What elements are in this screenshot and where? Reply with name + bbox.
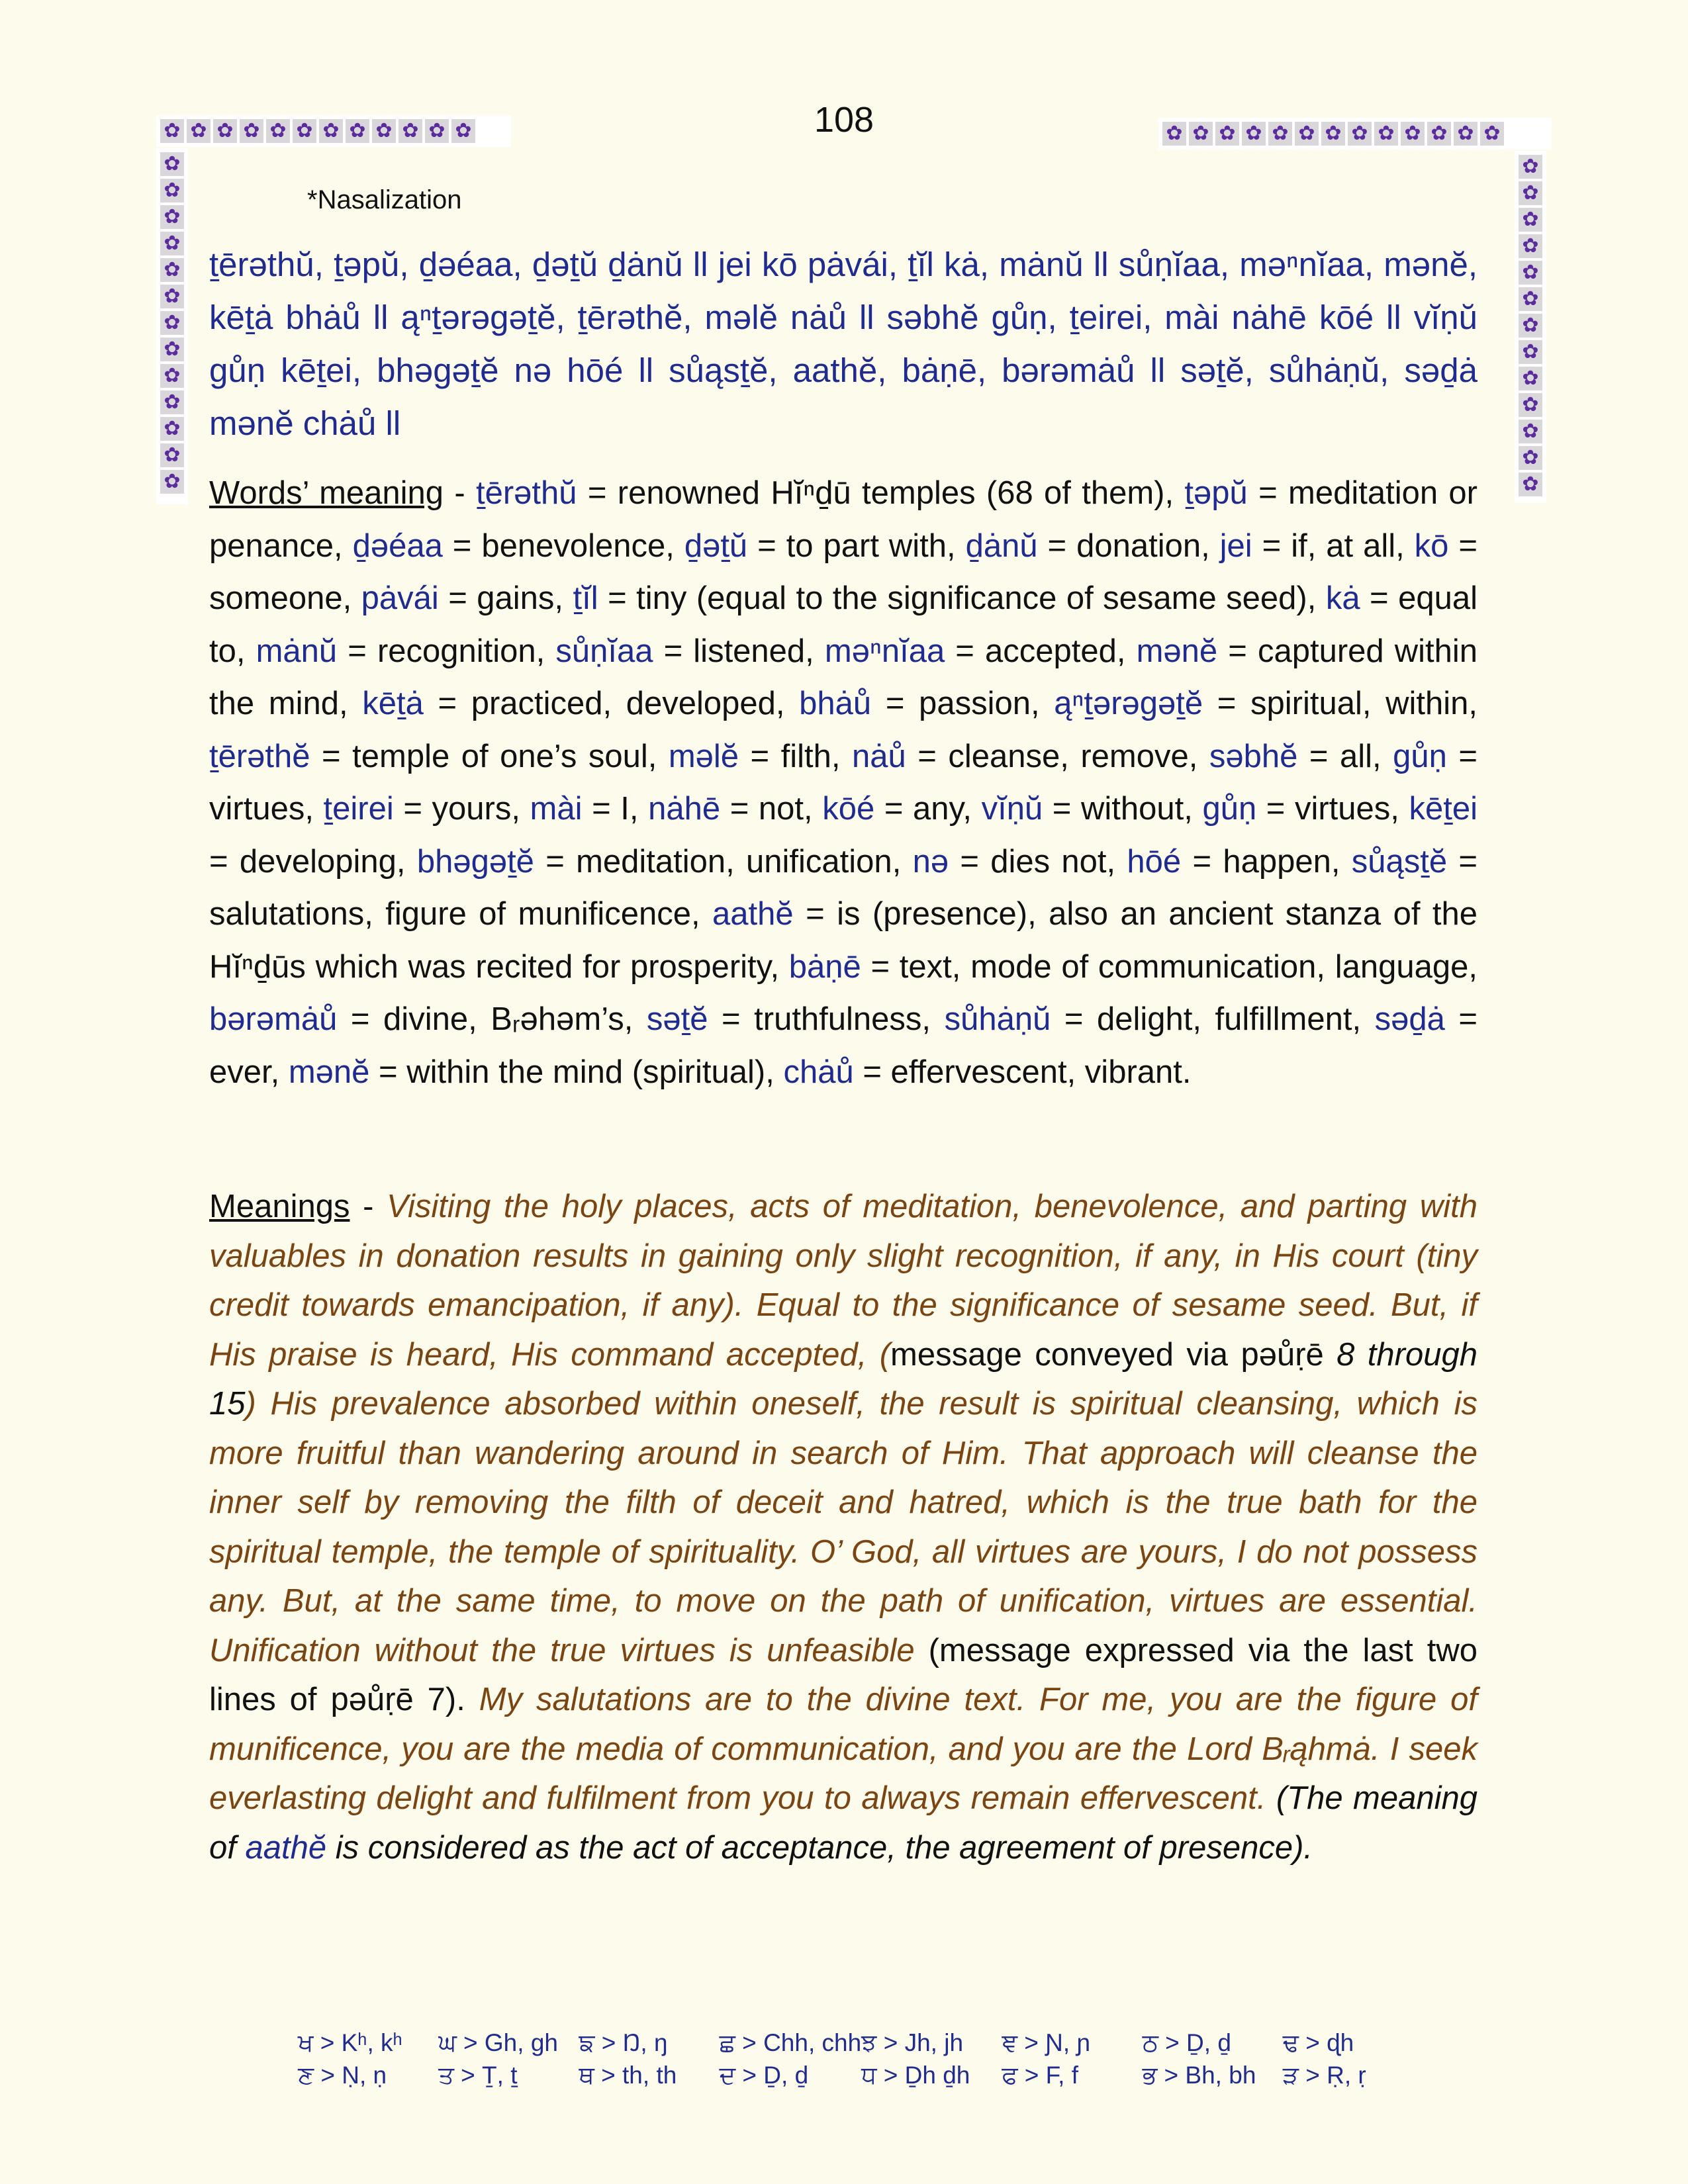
word-term: sůṇĭaa xyxy=(555,633,653,669)
key-entry: ਭ > Bh, bh xyxy=(1142,2062,1256,2089)
meanings-term-3: aathĕ xyxy=(245,1829,327,1866)
key-entry: ਛ > Chh, chh xyxy=(719,2029,862,2056)
word-definition: = someone, xyxy=(209,527,1477,616)
flower-ornament-icon: ✿ xyxy=(372,119,396,143)
word-definition: = virtues, xyxy=(1256,791,1409,827)
word-definition: = not, xyxy=(720,791,823,827)
page-number: 108 xyxy=(814,100,874,140)
word-term: kō xyxy=(1414,527,1449,564)
flower-ornament-icon: ✿ xyxy=(1519,287,1542,311)
word-term: kēṯei xyxy=(1409,791,1478,827)
flower-ornament-icon: ✿ xyxy=(160,205,184,229)
flower-ornament-icon: ✿ xyxy=(1454,122,1477,146)
meanings-term-2: pəůṛē xyxy=(330,1682,414,1717)
flower-ornament-icon: ✿ xyxy=(213,119,237,143)
word-definition: = all, xyxy=(1297,738,1393,774)
flower-ornament-icon: ✿ xyxy=(1519,420,1542,443)
flower-ornament-icon: ✿ xyxy=(160,364,184,388)
meanings-note-6: is considered as the act of acceptance, the agreement of presence). xyxy=(326,1829,1313,1866)
word-definition: = delight, fulfillment, xyxy=(1051,1001,1375,1037)
word-definition: = renowned Hĭⁿḏū temples (68 of them), xyxy=(577,475,1185,511)
word-definition: = filth, xyxy=(739,738,852,774)
word-definition: = dies not, xyxy=(949,843,1127,880)
word-term: ṯērəthĕ xyxy=(209,738,310,774)
words-meaning-label: Words’ meaning xyxy=(209,475,444,511)
word-term: ṯeirei xyxy=(323,791,394,827)
meanings-note-1: message conveyed via xyxy=(890,1336,1241,1373)
word-term: gůṇ xyxy=(1393,738,1447,774)
word-term: chȧů xyxy=(783,1054,854,1090)
word-definition: = virtues, xyxy=(209,738,1477,827)
word-term: ąⁿṯərəgəṯĕ xyxy=(1054,686,1203,721)
flower-ornament-icon: ✿ xyxy=(1427,122,1451,146)
word-term: ḏȧnŭ xyxy=(965,527,1038,564)
word-definition: = if, at all, xyxy=(1252,527,1415,564)
dash-separator: - xyxy=(350,1189,387,1224)
word-term: sůąsṯĕ xyxy=(1351,843,1448,880)
word-definition: = temple of one’s soul, xyxy=(310,738,669,774)
word-term: bərəmȧů xyxy=(209,1001,338,1037)
flower-ornament-icon: ✿ xyxy=(160,119,184,143)
flower-ornament-icon: ✿ xyxy=(1348,122,1372,146)
flower-ornament-icon: ✿ xyxy=(160,443,184,467)
word-term: ṯērəthŭ xyxy=(476,475,577,511)
key-entry: ਠ > Ḏ, ḏ xyxy=(1142,2029,1231,2056)
word-term: bhəgəṯĕ xyxy=(416,843,534,880)
flower-ornament-icon: ✿ xyxy=(1215,122,1239,146)
word-definition: = yours, xyxy=(393,791,530,827)
word-term: aathĕ xyxy=(712,896,794,932)
flower-ornament-icon: ✿ xyxy=(293,119,316,143)
key-entry: ਘ > Gh, gh xyxy=(438,2029,558,2056)
flower-ornament-icon: ✿ xyxy=(1162,122,1186,146)
transliteration-key xyxy=(298,2029,1423,2090)
word-term: gůṇ xyxy=(1202,791,1257,827)
word-definition: = passion, xyxy=(871,686,1055,721)
word-definition: = tiny (equal to the significance of sesame seed), xyxy=(598,580,1326,616)
flower-ornament-icon: ✿ xyxy=(160,390,184,414)
key-entry: ਞ > Ɲ, ɲ xyxy=(1002,2029,1091,2056)
flower-ornament-icon: ✿ xyxy=(1519,314,1542,338)
word-definition: = donation, xyxy=(1037,527,1220,564)
verse-transliteration: ṯērəthŭ, ṯəpŭ, ḏəéaa, ḏəṯŭ ḏȧnŭ ll jei kō pȧvái, ṯĭl kȧ, mȧnŭ ll sůṇĭaa, məⁿnĭaa, mənĕ, kēṯȧ bhȧů ll ąⁿṯərəgəṯĕ, ṯērəthĕ, məlĕ nȧů ll səbhĕ gůṇ, ṯeirei, mài nȧhē kōé ll vĭṇŭ gůṇ kēṯei, bhəgəṯĕ nə hōé ll sůąsṯĕ, aathĕ, bȧṇē, bərəmȧů ll səṯĕ, sůhȧṇŭ, səḏȧ mənĕ chȧů ll xyxy=(209,246,1477,442)
key-entry: ਖ > Kʰ, kʰ xyxy=(298,2029,402,2056)
word-definition: = benevolence, xyxy=(442,527,684,564)
word-definition: = practiced, developed, xyxy=(423,686,800,721)
words-meaning-section xyxy=(209,467,1477,1099)
flower-ornament-icon: ✿ xyxy=(1242,122,1266,146)
meanings-label: Meanings xyxy=(209,1189,350,1224)
word-term: ḏəṯŭ xyxy=(684,527,748,564)
word-definition: = gains, xyxy=(438,580,573,616)
flower-ornament-icon: ✿ xyxy=(160,179,184,203)
flower-ornament-icon: ✿ xyxy=(1519,181,1542,205)
word-term: sůhȧṇŭ xyxy=(944,1001,1051,1037)
word-term: mȧnŭ xyxy=(256,633,338,669)
flower-ornament-icon: ✿ xyxy=(1519,208,1542,232)
words-meaning-list xyxy=(209,475,1477,1090)
word-term: jei xyxy=(1219,527,1252,564)
word-definition: = captured within the mind, xyxy=(209,633,1478,721)
word-term: bhȧů xyxy=(799,686,872,721)
top-right-border-strip xyxy=(1158,118,1552,150)
flower-ornament-icon: ✿ xyxy=(1480,122,1504,146)
flower-ornament-icon: ✿ xyxy=(160,338,184,361)
flower-ornament-icon: ✿ xyxy=(1519,155,1542,179)
word-term: ḏəéaa xyxy=(352,527,443,564)
key-entry: ਫ > F, f xyxy=(1002,2062,1079,2089)
meanings-term-1: pəůṛē xyxy=(1241,1336,1324,1373)
dash-separator: - xyxy=(454,475,476,511)
word-term: pȧvái xyxy=(361,580,439,616)
word-term: ṯəpŭ xyxy=(1184,475,1248,511)
word-definition: = meditation, unification, xyxy=(534,843,913,880)
key-entry: ਣ > Ṇ, ṇ xyxy=(298,2062,387,2089)
word-definition: = divine, Bᵣəhəm’s, xyxy=(337,1001,647,1037)
word-term: kēṯȧ xyxy=(362,686,424,721)
meanings-note-2: 8 through 15 xyxy=(209,1336,1477,1422)
meanings-section xyxy=(209,1182,1477,1872)
word-term: səḏȧ xyxy=(1374,1001,1445,1037)
word-definition: = meditation or penance, xyxy=(209,475,1477,564)
flower-ornament-icon: ✿ xyxy=(1295,122,1319,146)
flower-ornament-icon: ✿ xyxy=(399,119,422,143)
flower-ornament-icon: ✿ xyxy=(160,417,184,441)
word-term: mənĕ xyxy=(288,1054,370,1090)
flower-ornament-icon: ✿ xyxy=(187,119,211,143)
word-term: nȧhē xyxy=(648,791,721,827)
word-definition: = I, xyxy=(582,791,649,827)
key-entry: ਦ > Ḏ, ḏ xyxy=(719,2062,809,2089)
key-entry: ਤ > Ṯ, ṯ xyxy=(438,2062,518,2089)
flower-ornament-icon: ✿ xyxy=(1321,122,1345,146)
word-definition: = any, xyxy=(874,791,982,827)
flower-ornament-icon: ✿ xyxy=(160,285,184,308)
word-definition: = spiritual, within, xyxy=(1203,686,1477,721)
word-definition: = equal to, xyxy=(209,580,1477,669)
key-entry: ੜ > Ṛ, ṛ xyxy=(1282,2062,1366,2089)
word-definition: = happen, xyxy=(1181,843,1352,880)
word-definition: = without, xyxy=(1043,791,1203,827)
flower-ornament-icon: ✿ xyxy=(1519,473,1542,496)
left-border-strip xyxy=(156,148,188,504)
meanings-text-1: Visiting the holy places, acts of meditation, benevolence, and parting with valuables in donation results in gaining only slight recognition, if any, in His court (tiny credit towards emancipation, if any). Equal to the significance of sesame seed. But, if His praise is heard, His command accepted, ( xyxy=(209,1189,1478,1373)
flower-ornament-icon: ✿ xyxy=(1519,446,1542,470)
key-entry: ਧ > Ḏh ḏh xyxy=(861,2062,970,2089)
flower-ornament-icon: ✿ xyxy=(160,311,184,335)
word-term: kȧ xyxy=(1325,580,1360,616)
flower-ornament-icon: ✿ xyxy=(1519,261,1542,285)
key-entry: ਝ > Jh, jh xyxy=(861,2029,964,2056)
word-term: kōé xyxy=(822,791,875,827)
flower-ornament-icon: ✿ xyxy=(1519,393,1542,417)
flower-ornament-icon: ✿ xyxy=(425,119,449,143)
word-definition: = listened, xyxy=(653,633,825,669)
flower-ornament-icon: ✿ xyxy=(1519,234,1542,258)
word-term: səṯĕ xyxy=(646,1001,708,1037)
word-definition: = text, mode of communication, language, xyxy=(861,948,1477,985)
word-definition: = salutations, figure of munificence, xyxy=(209,843,1477,932)
word-definition: = truthfulness, xyxy=(708,1001,945,1037)
flower-ornament-icon: ✿ xyxy=(160,232,184,255)
word-definition: = is (presence), also an ancient stanza of the Hĭⁿḏūs which was recited for prosperity, xyxy=(209,896,1477,985)
top-left-border-strip xyxy=(156,115,511,147)
word-definition: = cleanse, remove, xyxy=(906,738,1209,774)
flower-ornament-icon: ✿ xyxy=(1519,340,1542,364)
word-definition: = to part with, xyxy=(747,527,966,564)
flower-ornament-icon: ✿ xyxy=(1519,367,1542,390)
key-entry: ਙ > Ŋ, ŋ xyxy=(579,2029,668,2056)
word-definition: = accepted, xyxy=(945,633,1137,669)
meanings-text-2: ) His prevalence absorbed within oneself, the result is spiritual cleansing, which is more fruitful than wandering around in search of Him. That approach will cleanse the inner self by removing the filth of deceit and hatred, which is the true bath for the spiritual temple, the temple of spirituality. O’ God, all virtues are yours, I do not possess any. But, at the same time, to move on the path of unification, virtues are essential. Unification without the true virtues is unfeasible xyxy=(209,1386,1477,1668)
word-term: mài xyxy=(530,791,583,827)
flower-ornament-icon: ✿ xyxy=(266,119,290,143)
flower-ornament-icon: ✿ xyxy=(160,152,184,176)
flower-ornament-icon: ✿ xyxy=(160,258,184,282)
nasalization-note: *Nasalization xyxy=(307,185,462,214)
flower-ornament-icon: ✿ xyxy=(1401,122,1425,146)
word-term: ṯĭl xyxy=(573,580,598,616)
word-term: məlĕ xyxy=(668,738,739,774)
right-border-strip xyxy=(1515,151,1546,503)
word-term: bȧṇē xyxy=(788,948,861,985)
word-definition: = developing, xyxy=(209,843,417,880)
flower-ornament-icon: ✿ xyxy=(1189,122,1213,146)
word-term: nə xyxy=(912,843,949,880)
word-definition: = ever, xyxy=(209,1001,1478,1090)
word-definition: = within the mind (spiritual), xyxy=(369,1054,784,1090)
word-term: mənĕ xyxy=(1136,633,1218,669)
flower-ornament-icon: ✿ xyxy=(319,119,343,143)
meanings-note-5: (The meaning of xyxy=(209,1780,1478,1866)
word-term: məⁿnĭaa xyxy=(824,633,945,669)
key-entry: ਥ > th, th xyxy=(579,2062,677,2089)
word-term: nȧů xyxy=(852,738,906,774)
meanings-note-4: 7). xyxy=(413,1682,479,1717)
key-entry: ਢ > ɖh xyxy=(1282,2029,1354,2056)
flower-ornament-icon: ✿ xyxy=(240,119,263,143)
word-definition: = recognition, xyxy=(337,633,556,669)
word-term: vĭṇŭ xyxy=(981,791,1043,827)
word-term: hōé xyxy=(1127,843,1182,880)
meanings-note-3: (message expressed via the last two lines of xyxy=(209,1632,1477,1717)
word-term: səbhĕ xyxy=(1209,738,1298,774)
flower-ornament-icon: ✿ xyxy=(160,470,184,494)
flower-ornament-icon: ✿ xyxy=(451,119,475,143)
flower-ornament-icon: ✿ xyxy=(1268,122,1292,146)
flower-ornament-icon: ✿ xyxy=(346,119,369,143)
meanings-text-3: My salutations are to the divine text. For me, you are the figure of munificence, you are the media of communication, and you are the Lord Bᵣąhmȧ. I seek everlasting delight and fulfilment from you to always remain effervescent. xyxy=(209,1682,1477,1816)
flower-ornament-icon: ✿ xyxy=(1374,122,1398,146)
word-definition: = effervescent, vibrant. xyxy=(853,1054,1192,1090)
